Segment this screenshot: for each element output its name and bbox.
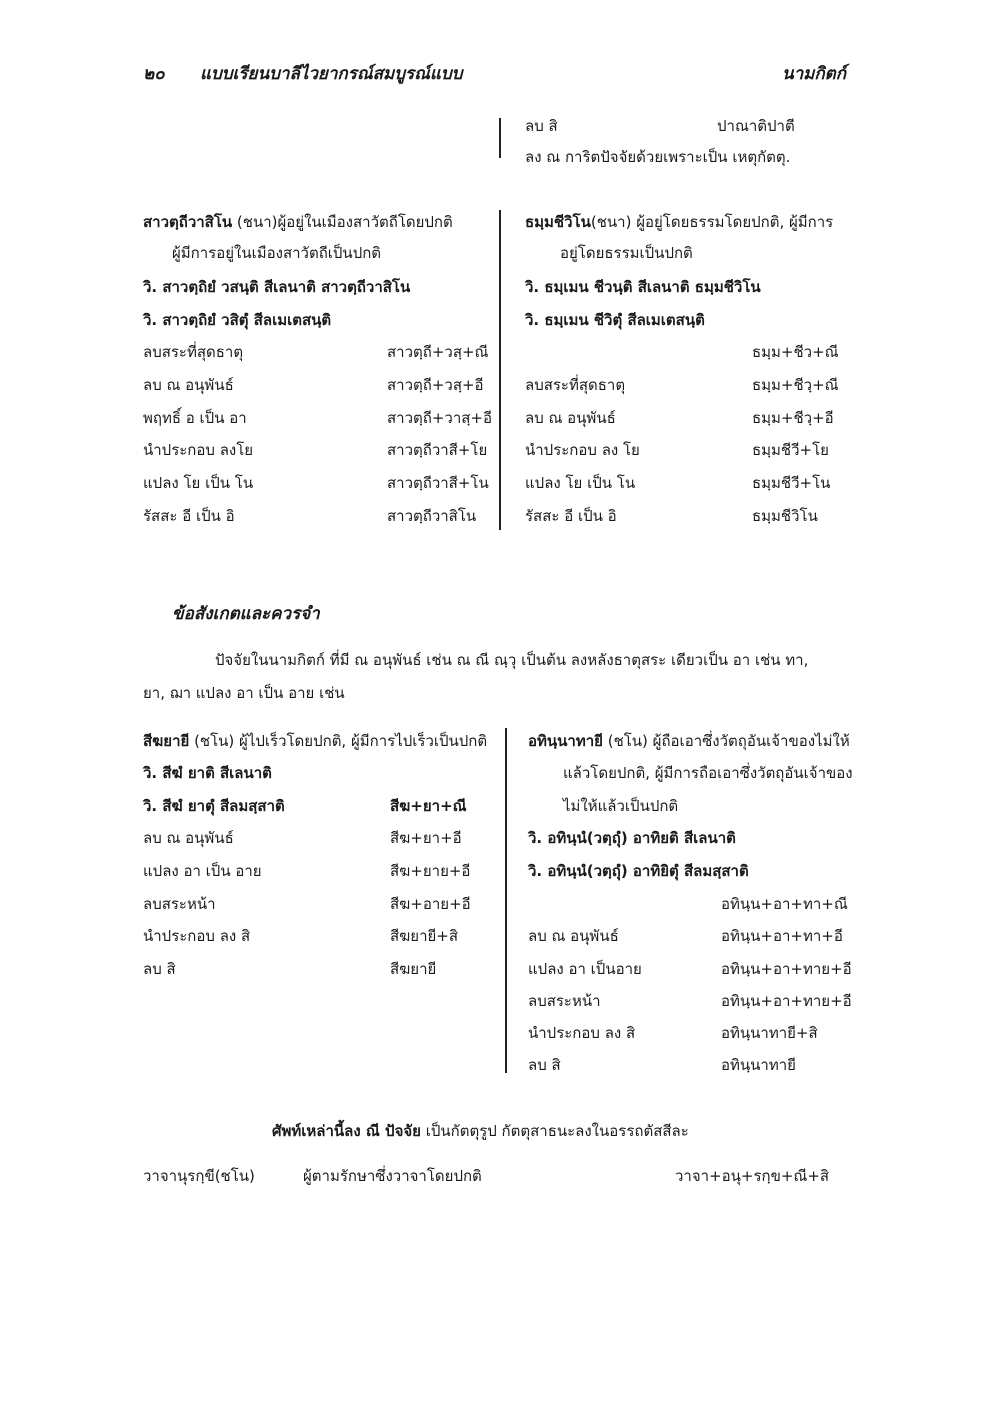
step-form: สีฆ+ยา+ณี [390, 797, 467, 815]
word-analysis: วาจา+อนุ+รกฺข+ณี+สิ [675, 1167, 830, 1185]
step-label: ลบสระที่สุดธาตุ [143, 343, 244, 361]
step-label: แปลง โย เป็น โน [143, 474, 254, 492]
headword: สีฆยายี [143, 732, 190, 750]
step-form: สีฆ+อาย+อี [390, 895, 471, 913]
step-form: สาวตฺถีวาสี+โย [387, 441, 488, 459]
word: วาจานุรกฺขี(ชโน) [143, 1167, 255, 1185]
step-label: ลบสระที่สุดธาตุ [525, 376, 626, 394]
section-heading [272, 1121, 689, 1141]
step-form: สาวตฺถี+วสฺ+อี [387, 376, 484, 394]
step-label: นำประกอบ ลง สิ [528, 1024, 636, 1042]
entry-headline [528, 731, 850, 751]
step-form: อทินฺน+อา+ทา+ณี [721, 895, 848, 913]
definition-cont: ผู้มีการอยู่ในเมืองสาวัตถีเป็นปกติ [172, 244, 382, 262]
top-form: ปาณาติปาตี [717, 117, 795, 135]
vigraha: วิ. สาวตฺถิยํ วสิตุํ สีลเมเตสนฺติ [143, 311, 332, 329]
definition-cont: ไม่ให้แล้วเป็นปกติ [563, 797, 679, 815]
page-number: ๒๐ [143, 64, 165, 84]
column-divider [499, 118, 501, 158]
step-form: สีฆ+ยาย+อี [390, 862, 471, 880]
paragraph-line: ปัจจัยในนามกิตก์ ที่มี ณ อนุพันธ์ เช่น ณ ณี ณฺวุ เป็นต้น ลงหลังธาตุสระ เดียวเป็น อา เช่น ทา, [215, 651, 809, 669]
step-form: สาวตฺถี+วาสฺ+อี [387, 409, 492, 427]
paragraph-line: ยา, ฌา แปลง อา เป็น อาย เช่น [143, 684, 345, 702]
step-label: ลบ ณ อนุพันธ์ [143, 829, 234, 847]
step-form: อทินฺนาทายี [721, 1056, 796, 1074]
step-label: พฤทธิ์ อ เป็น อา [143, 409, 247, 427]
book-title: แบบเรียนบาลีไวยากรณ์สมบูรณ์แบบ [200, 64, 463, 84]
entry-headline [525, 212, 833, 232]
step-form: สาวตฺถี+วสฺ+ณี [387, 343, 489, 361]
definition: (ชโน) ผู้ไปเร็วโดยปกติ, ผู้มีการไปเร็วเป็นปกติ [194, 732, 488, 750]
step-form: สาวตฺถีวาสี+โน [387, 474, 489, 492]
step-form: สีฆยายี+สิ [390, 927, 459, 945]
step-label: ลบ สิ [143, 960, 176, 978]
step-label: รัสสะ อี เป็น อิ [143, 507, 235, 525]
step-form: อทินฺน+อา+ทาย+อี [721, 960, 852, 978]
step-label: แปลง อา เป็นอาย [528, 960, 642, 978]
step-label: นำประกอบ ลง สิ [143, 927, 251, 945]
step-form: สีฆ+ยา+อี [390, 829, 462, 847]
step-label: แปลง โย เป็น โน [525, 474, 636, 492]
step-label: แปลง อา เป็น อาย [143, 862, 262, 880]
definition: (ชนา)ผู้อยู่ในเมืองสาวัตถีโดยปกติ [236, 213, 453, 231]
step-form: อทินฺน+อา+ทา+อี [721, 927, 843, 945]
vigraha: วิ. ธมฺเมน ชีวนฺติ สีเลนาติ ธมฺมชีวิโน [525, 278, 761, 296]
step-label: รัสสะ อี เป็น อิ [525, 507, 617, 525]
step-form: สีฆยายี [390, 960, 437, 978]
vigraha: วิ. ธมฺเมน ชีวิตุํ สีลเมเตสนฺติ [525, 311, 705, 329]
column-divider [505, 728, 507, 1073]
entry-headline [143, 212, 453, 232]
step-form: ธมฺมชีวิโน [752, 507, 818, 525]
step-form: ธมฺม+ชีว+ณี [752, 343, 839, 361]
headword: ธมฺมชีวิโน [525, 213, 591, 231]
entry-headline [143, 731, 487, 751]
step-label: ลบ สิ [528, 1056, 561, 1074]
step-form: สาวตฺถีวาสิโน [387, 507, 477, 525]
top-note: ลง ณ การิตปัจจัยด้วยเพราะเป็น เหตุกัตตุ. [525, 148, 791, 166]
step-label: ลบ ณ อนุพันธ์ [525, 409, 616, 427]
definition: (ชโน) ผู้ถือเอาซึ่งวัตถุอันเจ้าของไม่ให้ [607, 732, 850, 750]
vigraha: วิ. สาวตฺถิยํ วสนฺติ สีเลนาติ สาวตฺถีวาสิโน [143, 278, 411, 296]
definition-cont: อยู่โดยธรรมเป็นปกติ [560, 244, 693, 262]
step-form: ธมฺมชีวี+โน [752, 474, 831, 492]
headword: อทินฺนาทายี [528, 732, 603, 750]
definition-cont: แล้วโดยปกติ, ผู้มีการถือเอาซึ่งวัตถุอันเจ้าของ [563, 764, 853, 782]
step-form: อทินฺน+อา+ทาย+อี [721, 992, 852, 1010]
heading-rest: เป็นกัตตุรูป กัตตุสาธนะลงในอรรถตัสสีละ [425, 1122, 689, 1140]
vigraha: วิ. อทินฺนํ(วตฺถุํ) อาทิยิตุํ สีลมสฺสาติ [528, 862, 749, 880]
step-label: นำประกอบ ลงโย [143, 441, 254, 459]
headword: สาวตฺถีวาสิโน [143, 213, 233, 231]
word-meaning: ผู้ตามรักษาซึ่งวาจาโดยปกติ [303, 1167, 482, 1185]
heading-bold: ศัพท์เหล่านี้ลง ณี ปัจจัย [272, 1122, 421, 1140]
top-step: ลบ สิ [525, 117, 558, 135]
step-label: ลบสระหน้า [528, 992, 601, 1010]
step-label: ลบสระหน้า [143, 895, 216, 913]
step-form: ธมฺม+ชีวฺ+อี [752, 409, 834, 427]
vigraha: วิ. สีฆํ ยาติ สีเลนาติ [143, 764, 272, 782]
step-label: ลบ ณ อนุพันธ์ [528, 927, 619, 945]
step-form: ธมฺม+ชีวฺ+ณี [752, 376, 839, 394]
vigraha: วิ. อทินฺนํ(วตฺถุํ) อาทิยติ สีเลนาติ [528, 829, 736, 847]
definition: (ชนา) ผู้อยู่โดยธรรมโดยปกติ, ผู้มีการ [590, 213, 834, 231]
column-divider [499, 210, 501, 530]
chapter-title: นามกิตก์ [782, 64, 846, 84]
vigraha: วิ. สีฆํ ยาตุํ สีลมสฺสาติ [143, 797, 285, 815]
step-label: ลบ ณ อนุพันธ์ [143, 376, 234, 394]
step-form: อทินฺนาทายี+สิ [721, 1024, 818, 1042]
section-title: ข้อสังเกตและควรจำ [172, 604, 320, 624]
step-form: ธมฺมชีวี+โย [752, 441, 829, 459]
step-label: นำประกอบ ลง โย [525, 441, 640, 459]
